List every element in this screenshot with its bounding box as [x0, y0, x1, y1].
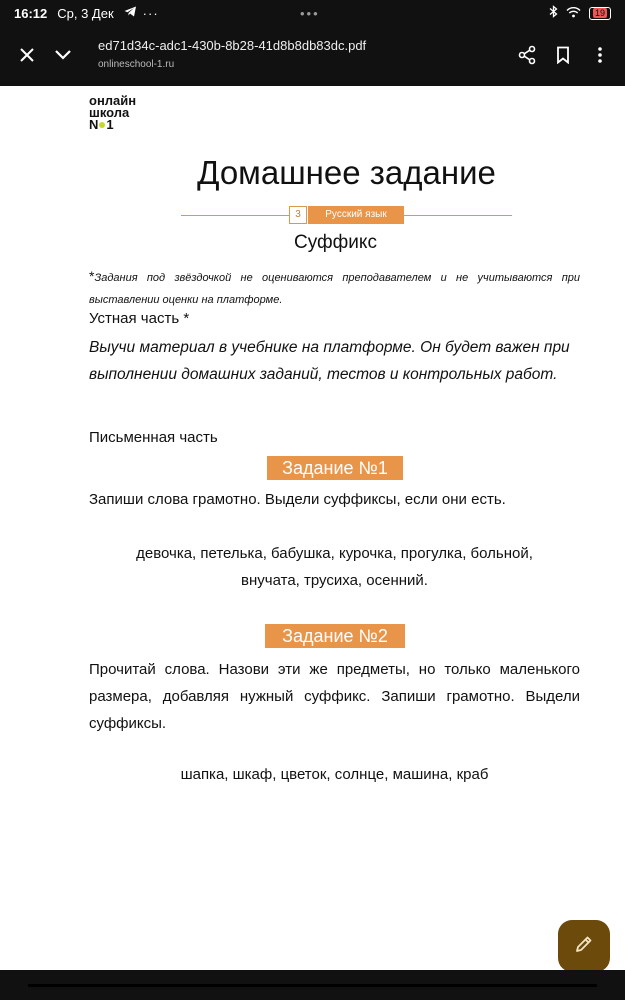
bookmark-icon[interactable] [548, 40, 578, 70]
chevron-down-icon[interactable] [48, 40, 78, 70]
share-icon[interactable] [512, 40, 542, 70]
logo-number: 1 [106, 117, 114, 132]
task-2-words: шапка, шкаф, цветок, солнце, машина, краб [180, 766, 489, 783]
school-logo [89, 95, 136, 131]
file-domain: onlineschool-1.ru [98, 59, 175, 70]
logo-letter: N [89, 117, 99, 132]
file-name: ed71d34c-adc1-430b-8b28-41d8b8db83dc.pdf [98, 38, 367, 53]
task-1-words [89, 540, 580, 594]
page-title: Домашнее задание [197, 154, 496, 191]
status-bar [0, 0, 625, 26]
oral-star: * [183, 310, 190, 327]
battery-level: 19 [594, 7, 605, 18]
pdf-page[interactable] [0, 86, 625, 970]
status-time: 16:12 [14, 5, 48, 21]
status-center-indicator: ••• [300, 6, 320, 21]
app-bar [0, 26, 625, 86]
written-section-label: Письменная часть [89, 429, 218, 446]
status-overflow: ··· [142, 5, 159, 21]
grade-badge: 3 [289, 206, 307, 224]
note-text: Задания под звёздочкой не оцениваются преподавателем и не учитываются при выставлении оценки на платформе. [89, 272, 580, 306]
edit-pencil-icon [574, 934, 594, 959]
oral-instructions: Выучи материал в учебнике на платформе. Он будет важен при выполнении домашних заданий, тестов и контрольных работ. [89, 339, 570, 383]
task-1-words-line-1: девочка, петелька, бабушка, курочка, прогулка, больной, [136, 545, 533, 562]
topic-heading: Суффикс [294, 232, 377, 253]
divider-right [404, 215, 512, 216]
task-1-title: Задание №1 [267, 456, 403, 480]
system-nav-bar [0, 970, 625, 1000]
wifi-icon [566, 6, 581, 21]
bluetooth-icon [549, 5, 558, 21]
subject-badge: Русский язык [308, 206, 404, 224]
status-right-group [549, 5, 611, 21]
document-title-box [98, 38, 366, 70]
logo-line-3 [89, 119, 136, 131]
task-1-instructions: Запиши слова грамотно. Выдели суффиксы, если они есть. [89, 491, 506, 508]
oral-section-label [89, 310, 189, 327]
edit-button[interactable] [558, 920, 610, 972]
grading-note [89, 265, 580, 311]
logo-dot-icon [99, 122, 105, 128]
divider-left [181, 215, 289, 216]
oral-label-text: Устная часть [89, 310, 180, 327]
status-date: Ср, 3 Дек [57, 5, 114, 21]
logo-line-2: школа [89, 105, 130, 120]
task-2-title: Задание №2 [265, 624, 405, 648]
note-star: * [89, 268, 95, 284]
nav-handle[interactable] [28, 984, 597, 987]
logo-line-1: онлайн [89, 93, 137, 108]
task-2-instructions: Прочитай слова. Назови эти же предметы, но только маленького размера, добавляя нужный суффикс. Запиши грамотно. Выдели суффиксы. [89, 661, 580, 732]
close-icon[interactable] [12, 40, 42, 70]
task-1-words-line-2: внучата, трусиха, осенний. [241, 572, 428, 589]
battery-icon [589, 7, 611, 20]
telegram-icon [124, 6, 137, 20]
more-vert-icon[interactable] [585, 40, 615, 70]
